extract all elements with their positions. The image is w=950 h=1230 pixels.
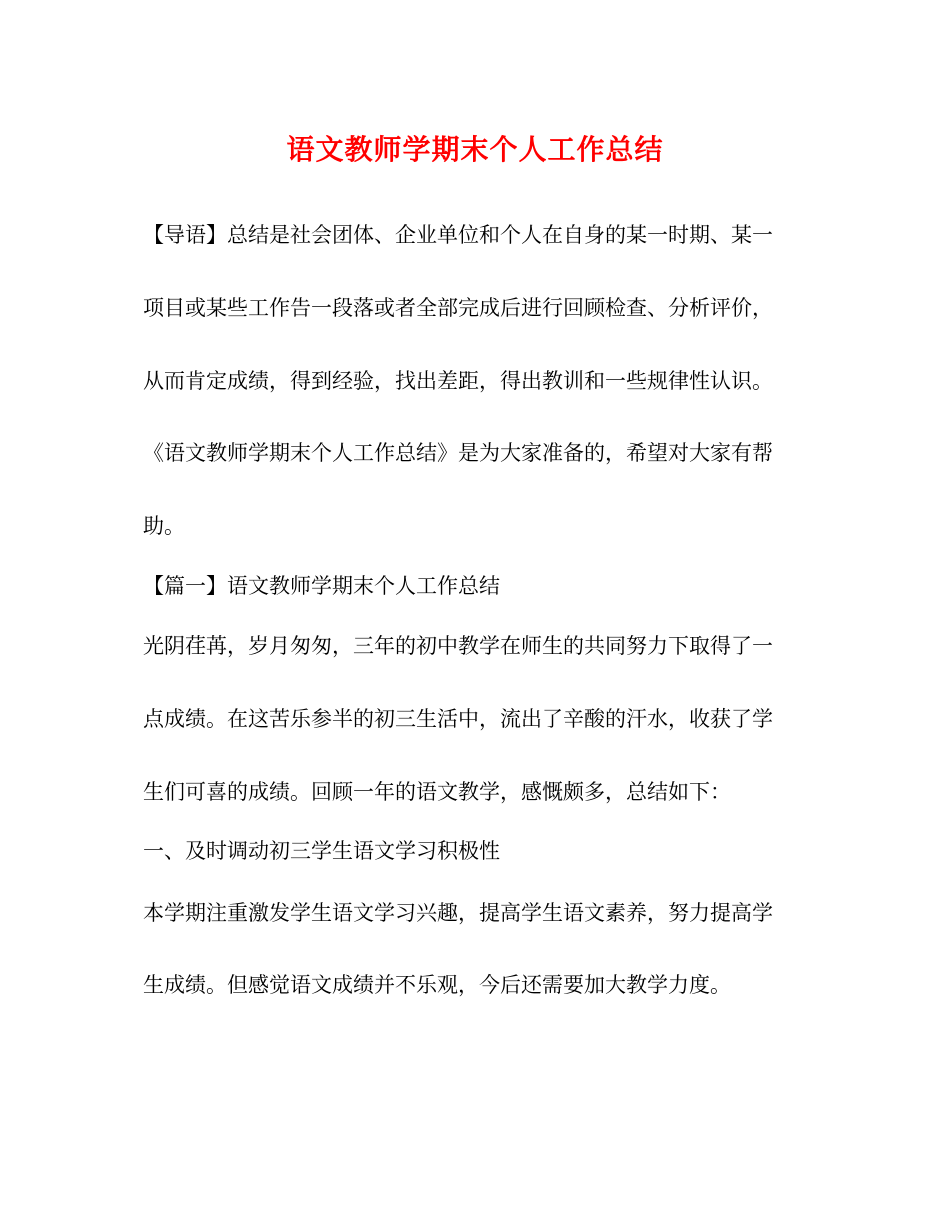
paragraph-line-3: 生们可喜的成绩。回顾一年的语文教学，感慨颇多，总结如下： (143, 780, 731, 804)
document-title: 语文教师学期末个人工作总结 (286, 133, 664, 166)
intro-line-5: 助。 (143, 514, 185, 538)
paragraph2-line-1: 本学期注重激发学生语文学习兴趣，提高学生语文素养，努力提高学 (143, 901, 773, 925)
paragraph-line-2: 点成绩。在这苦乐参半的初三生活中，流出了辛酸的汗水，收获了学 (143, 707, 773, 731)
paragraph-line-1: 光阴荏苒，岁月匆匆，三年的初中教学在师生的共同努力下取得了一 (143, 634, 773, 658)
intro-line-4: 《语文教师学期末个人工作总结》是为大家准备的，希望对大家有帮 (143, 441, 773, 465)
section-heading-part-one: 【篇一】语文教师学期末个人工作总结 (143, 574, 500, 598)
paragraph2-line-2: 生成绩。但感觉语文成绩并不乐观，今后还需要加大教学力度。 (143, 973, 731, 997)
subheading-one: 一、及时调动初三学生语文学习积极性 (143, 839, 500, 863)
intro-line-2: 项目或某些工作告一段落或者全部完成后进行回顾检查、分析评价， (143, 296, 773, 320)
intro-line-1: 【导语】总结是社会团体、企业单位和个人在自身的某一时期、某一 (143, 223, 773, 247)
intro-line-3: 从而肯定成绩，得到经验，找出差距，得出教训和一些规律性认识。 (143, 369, 773, 393)
